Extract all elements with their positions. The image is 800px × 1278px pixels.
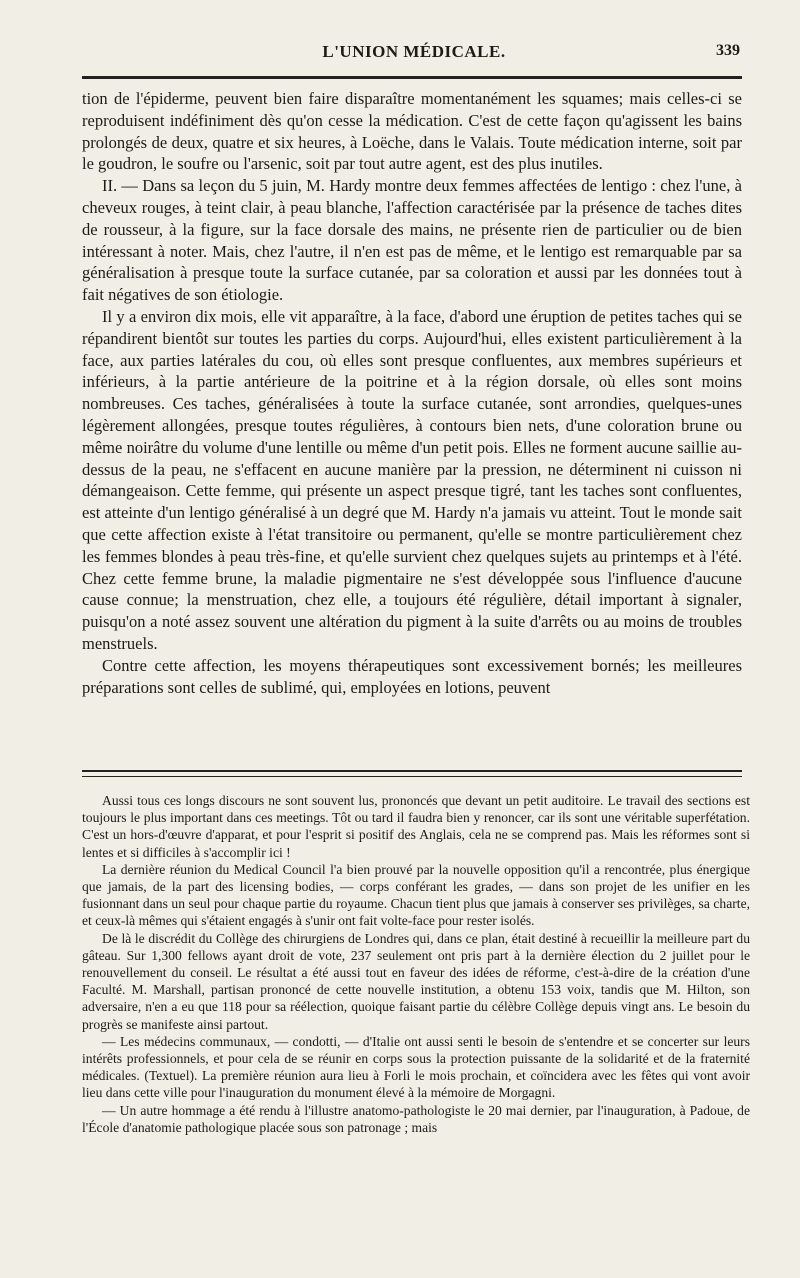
section-rule [82, 770, 742, 772]
note-paragraph: — Les médecins communaux, — condotti, — d'Italie ont aussi senti le besoin de s'entendre et se concerter sur leurs intérêts professionnels, et pour cela de se réunir en corps sous la protection puissante de la solidarité et de la fraternité médicales. (Textuel). La première réunion aura lieu à Forli le mois prochain, et coïncidera avec les fêtes qui vont avoir lieu dans cette ville pour l'inauguration du monument élevé à la mémoire de Morgagni. [82, 1033, 750, 1101]
page-header [82, 42, 746, 68]
main-paragraph: tion de l'épiderme, peuvent bien faire disparaître momentanément les squames; mais celles-ci se reproduisent indéfiniment dès qu'on cesse la médication. C'est de cette façon qu'agissent les bains prolongés de deux, quatre et six heures, à Loëche, dans le Valais. Toute médication interne, soit par le goudron, le soufre ou l'arsenic, soit par tout autre agent, est des plus inutiles. [82, 89, 742, 174]
header-rule [82, 76, 742, 79]
note-paragraph: — Un autre hommage a été rendu à l'illustre anatomo-pathologiste le 20 mai dernier, par l'inauguration, à Padoue, de l'École d'anatomie pathologique placée sous son patronage ; mais [82, 1102, 750, 1135]
note-paragraph: De là le discrédit du Collège des chirurgiens de Londres qui, dans ce plan, était destiné à recueillir la meilleure part du gâteau. Sur 1,300 fellows ayant droit de vote, 237 seulement ont pris part à la dernière élection du 2 juillet pour le renouvellement du conseil. Le résultat a été aussi tout en faveur des idées de réforme, c'est-à-dire de la création d'une Faculté. M. Marshall, partisan prononcé de cette nouvelle institution, a obtenu 153 voix, tandis que M. Hilton, son adversaire, n'en a eu que 118 pour sa réélection, quoique faisant partie du célèbre Collège depuis vingt ans. Le besoin du progrès se manifeste ainsi partout. [82, 930, 750, 1032]
main-text [82, 88, 742, 698]
running-title: L'UNION MÉDICALE. [322, 42, 506, 61]
note-paragraph: Aussi tous ces longs discours ne sont souvent lus, prononcés que devant un petit auditoire. Le travail des sections est toujours le plus important dans ces meetings. Tôt ou tard il faudra bien y renoncer, car ils sont une véritable superfétation. C'est un hors-d'œuvre d'apparat, et pour l'esprit si positif des Anglais, cela ne se comprend pas. Mais les réformes sont si lentes et si difficiles à s'accomplir ici ! [82, 793, 750, 860]
note-paragraph: La dernière réunion du Medical Council l'a bien prouvé par la nouvelle opposition qu'il a rencontrée, plus énergique que jamais, de la part des licensing bodies, — corps conférant les grades, — dans son projet de les unifier en les fusionnant dans un seul pour chaque partie du royaume. Chacun tient plus que jamais à conserver ses privilèges, sa charte, et ceux-là mêmes qui s'étaient engagés à s'unir ont fait volte-face pour rester isolés. [82, 861, 750, 929]
main-paragraph: Contre cette affection, les moyens thérapeutiques sont excessivement bornés; les meilleures préparations sont celles de sublimé, qui, employées en lotions, peuvent [82, 655, 742, 697]
section-rule-thin [82, 776, 742, 777]
feuilleton-text [82, 792, 750, 1136]
main-paragraph: II. — Dans sa leçon du 5 juin, M. Hardy montre deux femmes affectées de lentigo : chez l'une, à cheveux rouges, à teint clair, à peau blanche, l'affection caractérisée par la présence de taches dites de rousseur, à la figure, sur la face dorsale des mains, ne présente rien de particulier ou de bien intéressant à noter. Mais, chez l'autre, il n'en est pas de même, et le lentigo est remarquable par sa généralisation à presque toute la surface cutanée, par sa coloration et aussi par les données tout à fait négatives de son étiologie. [82, 176, 742, 305]
main-paragraph: Il y a environ dix mois, elle vit apparaître, à la face, d'abord une éruption de petites taches qui se répandirent bientôt sur toutes les parties du corps. Aujourd'hui, elles existent particulièrement à la face, aux parties latérales du cou, où elles sont presque confluentes, aux membres supérieurs et inférieurs, à la partie antérieure de la poitrine et à la région dorsale, où elles sont moins nombreuses. Ces taches, généralisées à toute la surface cutanée, sont arrondies, quelques-unes légèrement allongées, presque toutes régulières, à contours bien nets, d'une coloration brune ou même noirâtre du volume d'une lentille ou même d'un petit pois. Elles ne forment aucune saillie au-dessus de la peau, ne s'effacent en aucune manière par la pression, ne déterminent ni cuisson ni démangeaison. Cette femme, qui présente un aspect presque tigré, tant les taches sont confluentes, est atteinte d'un lentigo généralisé à un degré que M. Hardy n'a jamais vu atteint. Tout le monde sait que cette affection existe à l'état transitoire ou permanent, qu'elle se montre particulièrement chez les femmes blondes à peau très-fine, et qu'elle survient chez quelques sujets au printemps et à l'été. Chez cette femme brune, la maladie pigmentaire ne s'est développée sous l'influence d'aucune cause connue; la menstruation, chez elle, a toujours été régulière, détail important à signaler, puisqu'on a noté assez souvent une altération du pigment à la suite d'arrêts ou au moins de troubles menstruels. [82, 306, 742, 653]
page-number: 339 [716, 42, 740, 59]
